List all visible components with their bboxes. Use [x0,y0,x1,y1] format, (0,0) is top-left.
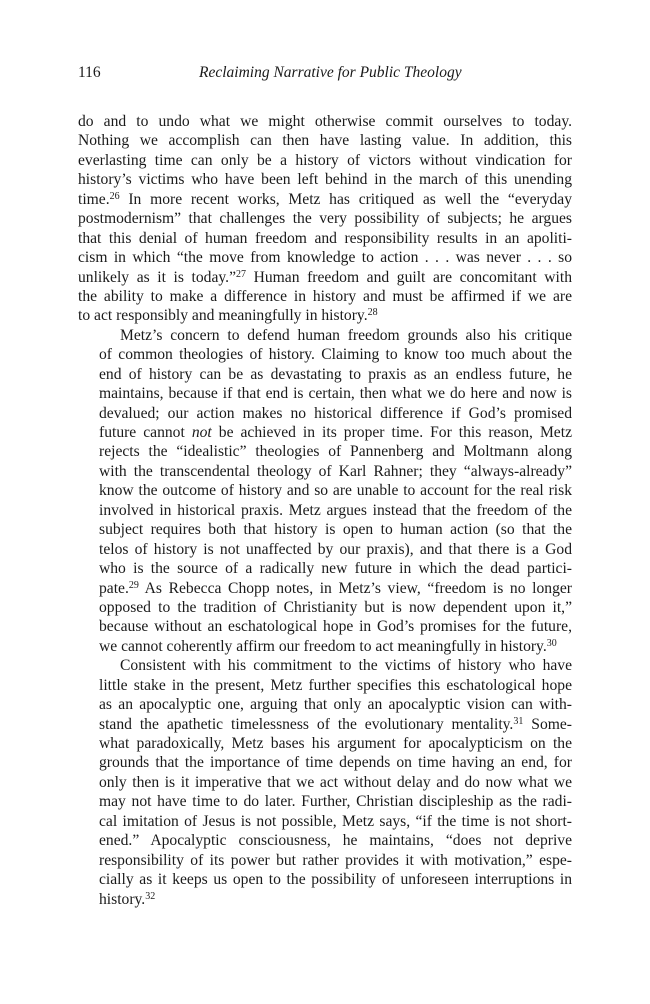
text-run: of common theologies of history. Claiming to know too much about the [99,346,572,364]
text-line [78,423,572,442]
text-line [78,598,572,617]
text-line [78,481,572,500]
text-line [78,773,572,792]
text-line [78,170,572,189]
text-line [78,112,572,131]
text-run: cal imitation of Jesus is not possible, Metz says, “if the time is not short- [99,812,572,830]
text-run: involved in historical praxis. Metz argues instead that the freedom of the [99,501,572,519]
text-run: Nothing we accomplish can then have lasting value. In addition, this [78,132,572,150]
text-run: know the outcome of history and so are unable to account for the real risk [99,482,572,500]
text-run: be achieved in its proper time. For this reason, Metz [211,424,572,441]
text-run: end of history can be as devastating to praxis as an endless future, he [99,365,572,383]
body-text [78,112,572,909]
text-run: do and to undo what we might otherwise commit ourselves to today. [78,113,572,130]
text-line [78,229,572,248]
text-line [78,268,572,287]
text-run: Human freedom and guilt are concomitant with [246,268,572,286]
text-line [78,792,572,811]
text-run: as an apocalyptic one, arguing that only an apocalyptic vision can with- [99,696,572,714]
emphasis: not [191,424,212,441]
text-run: to act responsibly and meaningfully in history. [78,307,368,325]
text-line [78,540,572,559]
text-run: because without an eschatological hope in God’s promises for the future, [99,618,572,636]
page-number: 116 [78,64,101,81]
text-run: pate. [99,579,129,597]
text-line [78,442,572,461]
text-run: subject requires both that history is open to human action (so that the [99,521,572,539]
footnote-ref: 29 [128,579,139,591]
text-line [78,190,572,209]
paragraph [78,112,572,326]
text-run: As Rebecca Chopp notes, in Metz’s view, “freedom is no longer [138,579,572,597]
text-line [78,131,572,150]
text-run: maintains, because if that end is certain, then what we do here and now is [99,385,572,403]
text-line [78,404,572,423]
text-line [78,209,572,228]
text-line [78,637,572,656]
text-run: only then is it imperative that we act without delay and do now what we [99,773,572,791]
text-run: little stake in the present, Metz further specifies this eschatological hope [99,676,572,694]
footnote-ref: 32 [145,890,156,902]
paragraph [78,656,572,909]
text-line [78,579,572,598]
paragraph [78,326,572,656]
text-run: future cannot [99,424,192,441]
text-run: In more recent works, Metz has critiqued as well the “everyday [119,190,572,208]
text-line [78,676,572,695]
text-line [78,715,572,734]
text-run: who is the source of a radically new future in which the dead partici- [99,560,572,578]
text-line [78,462,572,481]
text-line [78,520,572,539]
text-run: history’s victims who have been left behind in the march of this unending [78,171,572,189]
text-line [78,890,572,909]
text-line [78,326,572,345]
footnote-ref: 30 [546,637,557,649]
text-line [78,812,572,831]
text-run: opposed to the tradition of Christianity but is now dependent upon it,” [99,598,572,616]
text-run: cially as it keeps us open to the possibility of unforeseen interruptions in [99,871,572,889]
text-run: rejects the “idealistic” theologies of Pannenberg and Moltmann along [99,443,572,461]
text-line [78,501,572,520]
text-line [78,870,572,889]
text-line [78,248,572,267]
text-run: we cannot coherently affirm our freedom to act meaningfully in history. [99,637,547,655]
text-run: devalued; our action makes no historical difference if God’s promised [99,404,572,422]
text-run: what paradoxically, Metz bases his argument for apocalypticism on the [99,735,572,752]
footnote-ref: 27 [236,268,247,280]
footnote-ref: 26 [109,190,120,202]
text-line [78,345,572,364]
text-run: with the transcendental theology of Karl Rahner; they “always-already” [99,462,572,480]
text-run: postmodernism” that challenges the very possibility of subjects; he argues [78,210,572,228]
text-run: Some- [523,715,572,733]
text-run: responsibility of its power but rather provides it with motivation,” espe- [99,851,572,869]
text-line [78,365,572,384]
text-line [78,287,572,306]
text-run: Consistent with his commitment to the victims of history who have [120,657,572,675]
text-run: history. [99,890,146,908]
text-line [78,734,572,753]
text-run: that this denial of human freedom and responsibility results in an apoliti- [78,229,572,247]
text-line [78,559,572,578]
page-header [78,64,572,84]
text-run: everlasting time can only be a history of victors without vindication for [78,151,572,169]
text-line [78,384,572,403]
text-run: ened.” Apocalyptic consciousness, he maintains, “does not deprive [99,832,572,850]
text-line [78,753,572,772]
text-line [78,831,572,850]
text-line [78,656,572,675]
text-run: Metz’s concern to defend human freedom grounds also his critique [120,326,572,344]
running-head: Reclaiming Narrative for Public Theology [199,64,462,81]
text-line [78,151,572,170]
footnote-ref: 28 [367,307,378,319]
text-line [78,851,572,870]
text-run: unlikely as it is today.” [78,268,237,286]
text-run: stand the apathetic timelessness of the evolutionary mentality. [99,715,514,733]
text-run: cism in which “the move from knowledge to action . . . was never . . . so [78,249,572,267]
text-run: telos of history is not unaffected by our praxis), and that there is a God [99,540,572,558]
footnote-ref: 31 [513,715,524,727]
text-run: time. [78,190,110,208]
text-run: may not have time to do later. Further, Christian discipleship as the radi- [99,793,572,811]
text-line [78,695,572,714]
text-run: the ability to make a difference in history and must be affirmed if we are [78,287,572,305]
text-line [78,617,572,636]
text-run: grounds that the importance of time depends on time having an end, for [99,754,572,772]
text-line [78,306,572,325]
